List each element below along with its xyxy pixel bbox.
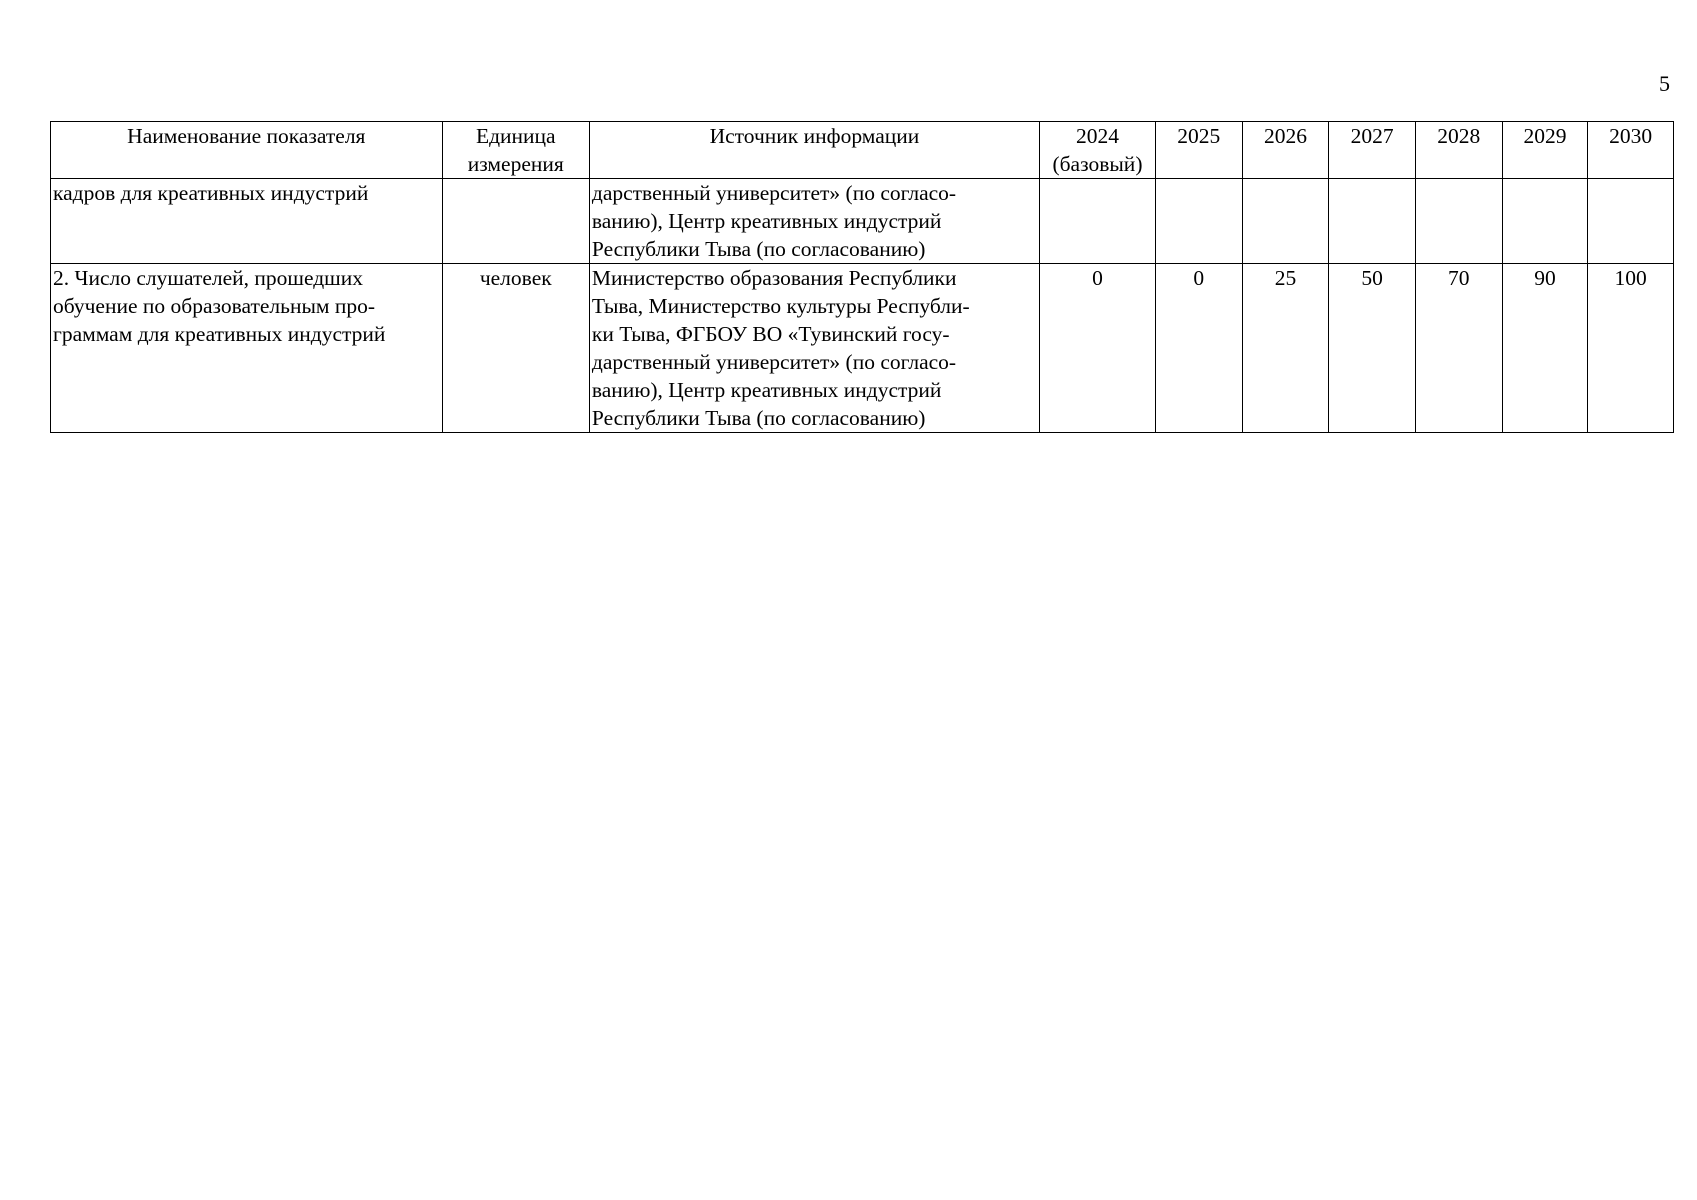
indicator-unit [442, 179, 589, 264]
indicator-source: дарственный университет» (по согласо- ванию), Центр креативных индустрий Республики Тыва (по согласованию) [589, 179, 1039, 264]
indicator-name: 2. Число слушателей, прошедших обучение по образовательным про- граммам для креативных индустрий [51, 264, 443, 433]
table-row [51, 179, 1674, 264]
header-year-2027: 2027 [1329, 122, 1416, 179]
value-2024: 0 [1040, 264, 1156, 433]
header-year-2025: 2025 [1155, 122, 1242, 179]
value-2028 [1415, 179, 1502, 264]
header-name: Наименование показателя [51, 122, 443, 179]
header-year-2026: 2026 [1242, 122, 1329, 179]
value-2030 [1588, 179, 1674, 264]
header-source: Источник информации [589, 122, 1039, 179]
value-2027 [1329, 179, 1416, 264]
value-2030: 100 [1588, 264, 1674, 433]
header-year-2029: 2029 [1502, 122, 1588, 179]
header-unit: Единица измерения [442, 122, 589, 179]
value-2026: 25 [1242, 264, 1329, 433]
indicator-source: Министерство образования Республики Тыва, Министерство культуры Республи- ки Тыва, ФГБОУ ВО «Тувинский госу- дарственный университет» (по согласо- ванию), Центр креативных индустрий Республики Тыва (по согласованию) [589, 264, 1039, 433]
table-row [51, 264, 1674, 433]
indicators-table [50, 121, 1674, 433]
value-2027: 50 [1329, 264, 1416, 433]
header-row [51, 122, 1674, 179]
header-year-2024: 2024 (базовый) [1040, 122, 1156, 179]
header-year-2028: 2028 [1415, 122, 1502, 179]
value-2025 [1155, 179, 1242, 264]
value-2029 [1502, 179, 1588, 264]
indicator-name: кадров для креативных индустрий [51, 179, 443, 264]
indicator-unit: человек [442, 264, 589, 433]
value-2025: 0 [1155, 264, 1242, 433]
value-2029: 90 [1502, 264, 1588, 433]
value-2024 [1040, 179, 1156, 264]
value-2026 [1242, 179, 1329, 264]
header-year-2030: 2030 [1588, 122, 1674, 179]
value-2028: 70 [1415, 264, 1502, 433]
page-number: 5 [1659, 71, 1670, 96]
